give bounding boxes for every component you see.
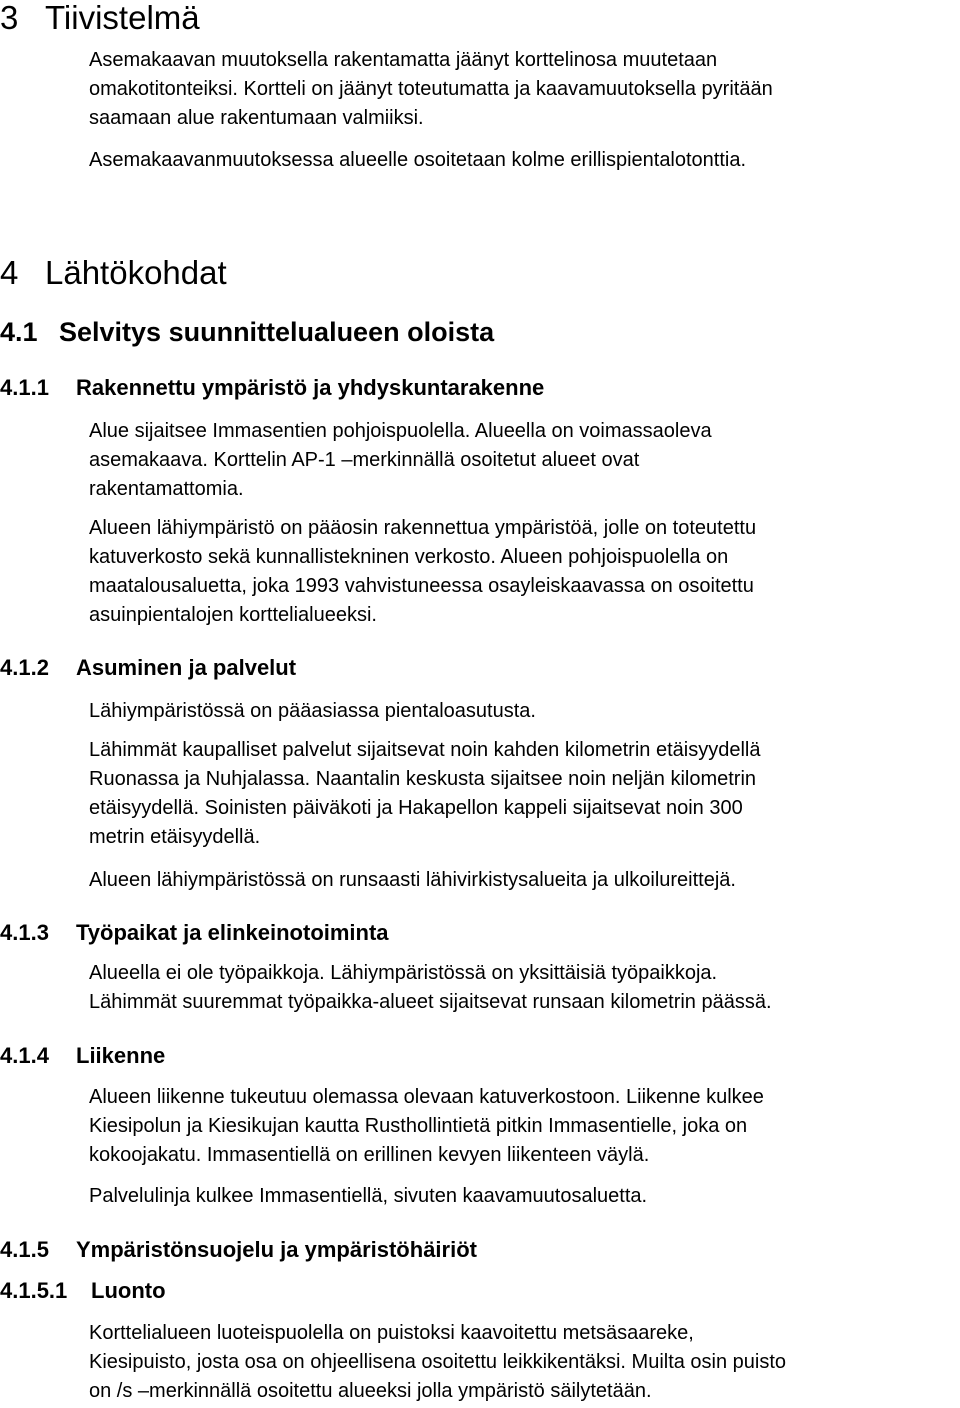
heading-number: 3 <box>0 0 19 36</box>
text-line: Lähimmät kaupalliset palvelut sijaitsevat noin kahden kilometrin etäisyydellä <box>89 739 761 761</box>
paragraph-asuminen-1 <box>89 697 957 726</box>
heading-tyopaikat <box>0 920 389 946</box>
text-line: Palvelulinja kulkee Immasentiellä, sivuten kaavamuutosaluetta. <box>89 1185 648 1207</box>
text-line: Alueen lähiympäristössä on runsaasti lähivirkistysalueita ja ulkoilureittejä. <box>89 869 736 891</box>
heading-title: Lähtökohdat <box>45 254 227 291</box>
text-line: Alueen lähiympäristö on pääosin rakennettua ympäristöä, jolle on toteutettu <box>89 517 757 539</box>
text-line: asemakaava. Korttelin AP-1 –merkinnällä osoitetut alueet ovat <box>89 449 640 471</box>
heading-number: 4.1.5 <box>0 1237 49 1262</box>
text-line: rakentamattomia. <box>89 478 244 500</box>
heading-number: 4.1 <box>0 317 38 347</box>
heading-number: 4.1.4 <box>0 1043 49 1068</box>
heading-number: 4 <box>0 254 19 291</box>
heading-number: 4.1.3 <box>0 920 49 945</box>
text-line: Lähiympäristössä on pääasiassa pientaloasutusta. <box>89 700 536 722</box>
heading-selvitys <box>0 316 494 348</box>
heading-title: Tiivistelmä <box>45 0 200 36</box>
paragraph-tyopaikat-1 <box>89 959 957 1017</box>
text-line: etäisyydellä. Soinisten päiväkoti ja Hakapellon kappeli sijaitsevat noin 300 <box>89 797 743 819</box>
paragraph-rakennettu-1 <box>89 417 957 504</box>
heading-title: Asuminen ja palvelut <box>76 655 297 680</box>
heading-title: Rakennettu ympäristö ja yhdyskuntarakenne <box>76 375 545 400</box>
text-line: Alueen liikenne tukeutuu olemassa olevaan katuverkostoon. Liikenne kulkee <box>89 1086 764 1108</box>
heading-ymparistonsuojelu <box>0 1237 477 1263</box>
text-line: maatalousaluetta, joka 1993 vahvistuneessa osayleiskaavassa on osoitettu <box>89 575 754 597</box>
text-line: Asemakaavan muutoksella rakentamatta jäänyt korttelinosa muutetaan <box>89 49 718 71</box>
heading-number: 4.1.1 <box>0 375 49 400</box>
heading-liikenne <box>0 1043 165 1069</box>
heading-number: 4.1.2 <box>0 655 49 680</box>
heading-asuminen-palvelut <box>0 655 296 681</box>
heading-title: Liikenne <box>76 1043 166 1068</box>
text-line: on /s –merkinnällä osoitettu alueeksi jolla ympäristö säilytetään. <box>89 1380 652 1402</box>
text-line: Kiesipolun ja Kiesikujan kautta Rusthollintietä pitkin Immasentielle, joka on <box>89 1115 748 1137</box>
heading-rakennettu-ymparisto <box>0 375 544 401</box>
text-line: Lähimmät suuremmat työpaikka-alueet sijaitsevat runsaan kilometrin päässä. <box>89 991 772 1013</box>
paragraph-tiivistelma-2 <box>89 146 957 175</box>
text-line: omakotitonteiksi. Kortteli on jäänyt toteutumatta ja kaavamuutoksella pyritään <box>89 78 773 100</box>
text-line: Alue sijaitsee Immasentien pohjoispuolella. Alueella on voimassaoleva <box>89 420 712 442</box>
text-line: Kiesipuisto, josta osa on ohjeellisena osoitettu leikkikentäksi. Muilta osin puisto <box>89 1351 787 1373</box>
paragraph-liikenne-1 <box>89 1083 957 1170</box>
heading-luonto <box>0 1278 166 1304</box>
text-line: saamaan alue rakentumaan valmiiksi. <box>89 107 424 129</box>
text-line: metrin etäisyydellä. <box>89 826 261 848</box>
paragraph-asuminen-2 <box>89 736 957 852</box>
text-line: kokoojakatu. Immasentiellä on erillinen kevyen liikenteen väylä. <box>89 1144 650 1166</box>
text-line: Korttelialueen luoteispuolella on puistoksi kaavoitettu metsäsaareke, <box>89 1322 694 1344</box>
paragraph-luonto-1 <box>89 1319 957 1406</box>
text-line: Alueella ei ole työpaikkoja. Lähiympäristössä on yksittäisiä työpaikkoja. <box>89 962 718 984</box>
paragraph-rakennettu-2 <box>89 514 957 630</box>
heading-number: 4.1.5.1 <box>0 1278 68 1303</box>
heading-title: Työpaikat ja elinkeinotoiminta <box>76 920 389 945</box>
heading-title: Luonto <box>91 1278 166 1303</box>
text-line: katuverkosto sekä kunnallistekninen verkosto. Alueen pohjoispuolella on <box>89 546 729 568</box>
heading-tiivistelma <box>0 0 200 36</box>
paragraph-tiivistelma-1 <box>89 46 957 133</box>
text-line: Ruonassa ja Nuhjalassa. Naantalin keskusta sijaitsee noin neljän kilometrin <box>89 768 757 790</box>
heading-title: Selvitys suunnittelualueen oloista <box>59 317 495 347</box>
heading-lahtokohdat <box>0 255 227 291</box>
paragraph-liikenne-2 <box>89 1182 957 1211</box>
text-line: Asemakaavanmuutoksessa alueelle osoitetaan kolme erillispientalotonttia. <box>89 149 747 171</box>
text-line: asuinpientalojen korttelialueeksi. <box>89 604 377 626</box>
heading-title: Ympäristönsuojelu ja ympäristöhäiriöt <box>76 1237 477 1262</box>
paragraph-asuminen-3 <box>89 866 957 895</box>
